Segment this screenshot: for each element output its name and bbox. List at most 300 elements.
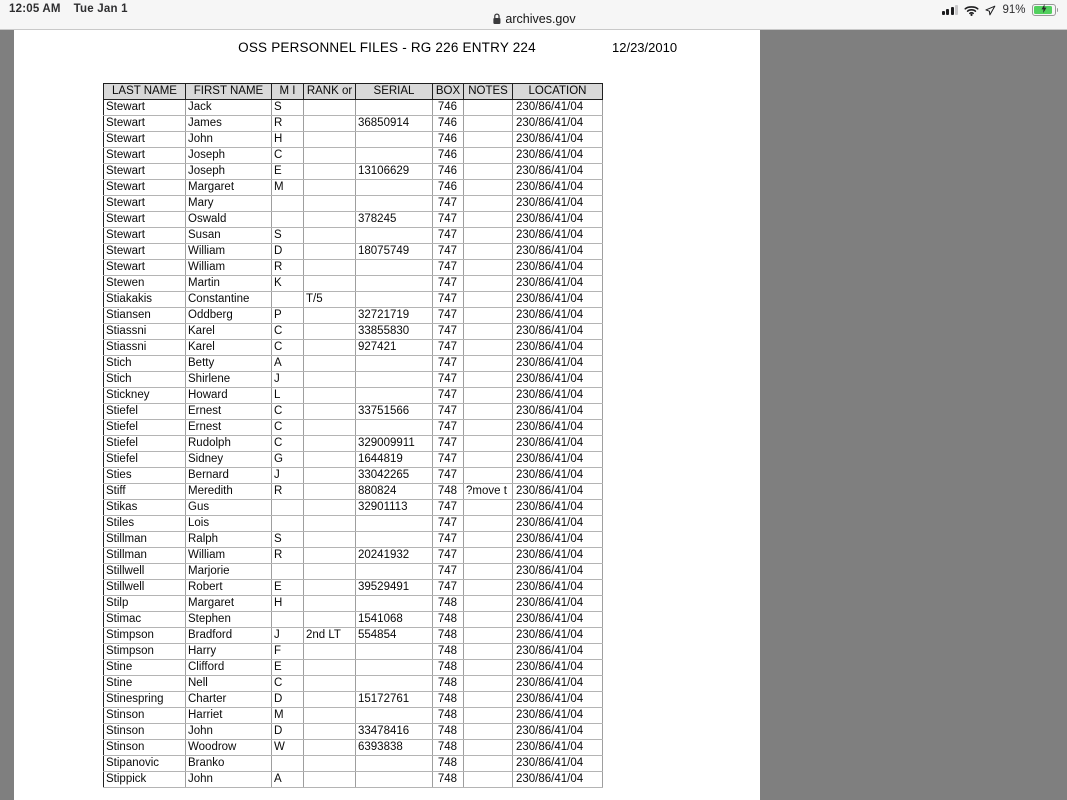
cell-rank bbox=[304, 596, 356, 612]
cell-notes bbox=[464, 100, 513, 116]
cell-location: 230/86/41/04 bbox=[513, 212, 603, 228]
cell-location: 230/86/41/04 bbox=[513, 100, 603, 116]
url-bar[interactable] bbox=[491, 12, 575, 26]
cell-last-name: Stewart bbox=[104, 212, 186, 228]
table-row bbox=[104, 340, 603, 356]
table-row bbox=[104, 452, 603, 468]
cell-rank: 2nd LT bbox=[304, 628, 356, 644]
cell-location: 230/86/41/04 bbox=[513, 676, 603, 692]
table-row bbox=[104, 324, 603, 340]
column-header-last-name: LAST NAME bbox=[104, 84, 186, 100]
clock-date: Tue Jan 1 bbox=[73, 3, 128, 15]
cell-rank bbox=[304, 724, 356, 740]
table-row bbox=[104, 692, 603, 708]
table-row bbox=[104, 292, 603, 308]
cell-mi: M bbox=[272, 708, 304, 724]
cell-box: 747 bbox=[433, 260, 464, 276]
table-row bbox=[104, 228, 603, 244]
cell-mi bbox=[272, 212, 304, 228]
cell-first-name: Karel bbox=[186, 340, 272, 356]
cell-location: 230/86/41/04 bbox=[513, 308, 603, 324]
cell-rank bbox=[304, 404, 356, 420]
cell-notes bbox=[464, 660, 513, 676]
cell-mi: C bbox=[272, 436, 304, 452]
cell-location: 230/86/41/04 bbox=[513, 372, 603, 388]
cell-last-name: Stimpson bbox=[104, 644, 186, 660]
cell-mi: L bbox=[272, 388, 304, 404]
cell-serial bbox=[356, 260, 433, 276]
cell-notes bbox=[464, 260, 513, 276]
table-row bbox=[104, 116, 603, 132]
cell-rank bbox=[304, 740, 356, 756]
cell-rank bbox=[304, 276, 356, 292]
cell-box: 746 bbox=[433, 132, 464, 148]
cell-last-name: Stewart bbox=[104, 260, 186, 276]
cell-last-name: Stewart bbox=[104, 196, 186, 212]
cell-location: 230/86/41/04 bbox=[513, 724, 603, 740]
document-header bbox=[14, 30, 760, 73]
cell-notes bbox=[464, 644, 513, 660]
cell-last-name: Stiff bbox=[104, 484, 186, 500]
cell-location: 230/86/41/04 bbox=[513, 596, 603, 612]
table-row bbox=[104, 132, 603, 148]
cell-first-name: Howard bbox=[186, 388, 272, 404]
table-row bbox=[104, 500, 603, 516]
cell-location: 230/86/41/04 bbox=[513, 436, 603, 452]
cell-last-name: Stiefel bbox=[104, 436, 186, 452]
cell-box: 747 bbox=[433, 308, 464, 324]
cell-rank bbox=[304, 180, 356, 196]
cell-first-name: Woodrow bbox=[186, 740, 272, 756]
table-header-row bbox=[104, 84, 603, 100]
cell-box: 746 bbox=[433, 148, 464, 164]
cell-first-name: Meredith bbox=[186, 484, 272, 500]
cell-mi: D bbox=[272, 692, 304, 708]
cell-mi: S bbox=[272, 100, 304, 116]
cell-first-name: Sidney bbox=[186, 452, 272, 468]
cell-serial bbox=[356, 708, 433, 724]
cell-notes bbox=[464, 596, 513, 612]
cell-box: 748 bbox=[433, 484, 464, 500]
cell-mi: M bbox=[272, 180, 304, 196]
cell-box: 747 bbox=[433, 356, 464, 372]
cell-first-name: Charter bbox=[186, 692, 272, 708]
table-row bbox=[104, 756, 603, 772]
cell-first-name: Oswald bbox=[186, 212, 272, 228]
cell-mi bbox=[272, 516, 304, 532]
cell-rank bbox=[304, 436, 356, 452]
cell-box: 747 bbox=[433, 500, 464, 516]
cell-box: 747 bbox=[433, 452, 464, 468]
cell-last-name: Stich bbox=[104, 356, 186, 372]
cell-last-name: Stillman bbox=[104, 548, 186, 564]
cell-box: 747 bbox=[433, 404, 464, 420]
cell-notes bbox=[464, 516, 513, 532]
cell-rank bbox=[304, 548, 356, 564]
cell-serial bbox=[356, 564, 433, 580]
cell-location: 230/86/41/04 bbox=[513, 628, 603, 644]
cell-last-name: Stiefel bbox=[104, 404, 186, 420]
cell-serial bbox=[356, 420, 433, 436]
cell-location: 230/86/41/04 bbox=[513, 132, 603, 148]
cell-notes bbox=[464, 740, 513, 756]
table-row bbox=[104, 596, 603, 612]
cell-serial: 329009911 bbox=[356, 436, 433, 452]
cell-box: 748 bbox=[433, 660, 464, 676]
cell-rank bbox=[304, 692, 356, 708]
cell-notes bbox=[464, 676, 513, 692]
cell-notes bbox=[464, 580, 513, 596]
cell-rank: T/5 bbox=[304, 292, 356, 308]
cell-last-name: Stinson bbox=[104, 708, 186, 724]
cell-notes bbox=[464, 148, 513, 164]
cell-serial: 18075749 bbox=[356, 244, 433, 260]
cell-serial bbox=[356, 100, 433, 116]
cell-first-name: James bbox=[186, 116, 272, 132]
cell-last-name: Stimpson bbox=[104, 628, 186, 644]
cell-location: 230/86/41/04 bbox=[513, 548, 603, 564]
cell-location: 230/86/41/04 bbox=[513, 516, 603, 532]
cell-rank bbox=[304, 196, 356, 212]
cell-box: 747 bbox=[433, 516, 464, 532]
cell-notes bbox=[464, 212, 513, 228]
cell-first-name: Ernest bbox=[186, 404, 272, 420]
cell-box: 747 bbox=[433, 468, 464, 484]
cell-last-name: Stipanovic bbox=[104, 756, 186, 772]
cell-last-name: Stillwell bbox=[104, 580, 186, 596]
cell-serial: 554854 bbox=[356, 628, 433, 644]
cell-rank bbox=[304, 308, 356, 324]
cell-rank bbox=[304, 340, 356, 356]
cell-location: 230/86/41/04 bbox=[513, 260, 603, 276]
table-row bbox=[104, 100, 603, 116]
cell-rank bbox=[304, 100, 356, 116]
cell-notes bbox=[464, 404, 513, 420]
cell-serial: 378245 bbox=[356, 212, 433, 228]
cell-box: 747 bbox=[433, 564, 464, 580]
cell-rank bbox=[304, 324, 356, 340]
cell-mi: C bbox=[272, 676, 304, 692]
cell-location: 230/86/41/04 bbox=[513, 196, 603, 212]
cell-first-name: William bbox=[186, 548, 272, 564]
status-time-date bbox=[9, 3, 128, 15]
cell-last-name: Stine bbox=[104, 660, 186, 676]
cell-serial: 13106629 bbox=[356, 164, 433, 180]
cell-last-name: Stikas bbox=[104, 500, 186, 516]
cell-mi: E bbox=[272, 164, 304, 180]
cell-serial: 15172761 bbox=[356, 692, 433, 708]
table-row bbox=[104, 484, 603, 500]
cell-serial: 6393838 bbox=[356, 740, 433, 756]
cell-box: 747 bbox=[433, 532, 464, 548]
cell-notes bbox=[464, 500, 513, 516]
cell-last-name: Stewart bbox=[104, 100, 186, 116]
cellular-signal-icon bbox=[942, 5, 959, 15]
personnel-table-container bbox=[103, 83, 603, 788]
cell-rank bbox=[304, 644, 356, 660]
cell-first-name: Bernard bbox=[186, 468, 272, 484]
cell-location: 230/86/41/04 bbox=[513, 532, 603, 548]
cell-rank bbox=[304, 484, 356, 500]
status-bar bbox=[0, 0, 1067, 30]
table-row bbox=[104, 564, 603, 580]
cell-location: 230/86/41/04 bbox=[513, 228, 603, 244]
cell-rank bbox=[304, 500, 356, 516]
cell-location: 230/86/41/04 bbox=[513, 388, 603, 404]
cell-box: 748 bbox=[433, 740, 464, 756]
cell-box: 746 bbox=[433, 100, 464, 116]
cell-box: 748 bbox=[433, 708, 464, 724]
cell-mi: F bbox=[272, 644, 304, 660]
cell-notes: ?move t bbox=[464, 484, 513, 500]
battery-charging-icon bbox=[1032, 4, 1059, 16]
cell-box: 747 bbox=[433, 276, 464, 292]
cell-rank bbox=[304, 516, 356, 532]
cell-box: 748 bbox=[433, 724, 464, 740]
cell-rank bbox=[304, 564, 356, 580]
cell-first-name: Lois bbox=[186, 516, 272, 532]
cell-last-name: Stewart bbox=[104, 164, 186, 180]
cell-box: 747 bbox=[433, 324, 464, 340]
cell-mi: K bbox=[272, 276, 304, 292]
cell-last-name: Stickney bbox=[104, 388, 186, 404]
cell-mi: J bbox=[272, 372, 304, 388]
cell-mi: H bbox=[272, 596, 304, 612]
cell-serial: 927421 bbox=[356, 340, 433, 356]
cell-location: 230/86/41/04 bbox=[513, 164, 603, 180]
cell-location: 230/86/41/04 bbox=[513, 708, 603, 724]
cell-first-name: Karel bbox=[186, 324, 272, 340]
cell-notes bbox=[464, 276, 513, 292]
cell-box: 747 bbox=[433, 436, 464, 452]
cell-notes bbox=[464, 308, 513, 324]
table-row bbox=[104, 516, 603, 532]
cell-rank bbox=[304, 580, 356, 596]
cell-rank bbox=[304, 132, 356, 148]
cell-location: 230/86/41/04 bbox=[513, 564, 603, 580]
cell-first-name: John bbox=[186, 772, 272, 788]
cell-rank bbox=[304, 228, 356, 244]
cell-mi: E bbox=[272, 660, 304, 676]
cell-first-name: Branko bbox=[186, 756, 272, 772]
cell-first-name: Constantine bbox=[186, 292, 272, 308]
cell-notes bbox=[464, 532, 513, 548]
cell-location: 230/86/41/04 bbox=[513, 468, 603, 484]
browser-viewport bbox=[0, 30, 1067, 800]
cell-serial bbox=[356, 276, 433, 292]
cell-first-name: Robert bbox=[186, 580, 272, 596]
cell-first-name: Harry bbox=[186, 644, 272, 660]
cell-last-name: Stiassni bbox=[104, 340, 186, 356]
cell-notes bbox=[464, 724, 513, 740]
table-row bbox=[104, 164, 603, 180]
cell-mi: A bbox=[272, 772, 304, 788]
cell-first-name: Stephen bbox=[186, 612, 272, 628]
cell-serial bbox=[356, 644, 433, 660]
table-row bbox=[104, 356, 603, 372]
cell-box: 747 bbox=[433, 372, 464, 388]
cell-location: 230/86/41/04 bbox=[513, 772, 603, 788]
cell-notes bbox=[464, 628, 513, 644]
cell-box: 747 bbox=[433, 340, 464, 356]
cell-box: 747 bbox=[433, 388, 464, 404]
cell-notes bbox=[464, 772, 513, 788]
cell-serial bbox=[356, 292, 433, 308]
cell-serial bbox=[356, 372, 433, 388]
cell-notes bbox=[464, 756, 513, 772]
cell-mi: C bbox=[272, 404, 304, 420]
cell-first-name: Oddberg bbox=[186, 308, 272, 324]
cell-serial bbox=[356, 660, 433, 676]
cell-location: 230/86/41/04 bbox=[513, 324, 603, 340]
table-row bbox=[104, 740, 603, 756]
cell-last-name: Stinson bbox=[104, 724, 186, 740]
table-row bbox=[104, 436, 603, 452]
table-row bbox=[104, 724, 603, 740]
cell-first-name: Joseph bbox=[186, 164, 272, 180]
table-row bbox=[104, 468, 603, 484]
cell-serial: 33042265 bbox=[356, 468, 433, 484]
cell-first-name: William bbox=[186, 244, 272, 260]
cell-location: 230/86/41/04 bbox=[513, 692, 603, 708]
column-header-box: BOX bbox=[433, 84, 464, 100]
cell-notes bbox=[464, 548, 513, 564]
cell-mi: J bbox=[272, 468, 304, 484]
url-domain: archives.gov bbox=[505, 12, 576, 26]
cell-serial: 33478416 bbox=[356, 724, 433, 740]
table-row bbox=[104, 548, 603, 564]
cell-location: 230/86/41/04 bbox=[513, 500, 603, 516]
cell-last-name: Sties bbox=[104, 468, 186, 484]
cell-serial bbox=[356, 516, 433, 532]
cell-mi: D bbox=[272, 724, 304, 740]
table-row bbox=[104, 308, 603, 324]
cell-notes bbox=[464, 116, 513, 132]
cell-notes bbox=[464, 196, 513, 212]
cell-mi bbox=[272, 564, 304, 580]
cell-mi: S bbox=[272, 532, 304, 548]
cell-notes bbox=[464, 612, 513, 628]
cell-notes bbox=[464, 164, 513, 180]
cell-location: 230/86/41/04 bbox=[513, 148, 603, 164]
cell-notes bbox=[464, 228, 513, 244]
cell-rank bbox=[304, 260, 356, 276]
cell-location: 230/86/41/04 bbox=[513, 180, 603, 196]
cell-mi bbox=[272, 500, 304, 516]
cell-last-name: Stine bbox=[104, 676, 186, 692]
table-row bbox=[104, 420, 603, 436]
cell-box: 748 bbox=[433, 644, 464, 660]
cell-location: 230/86/41/04 bbox=[513, 292, 603, 308]
cell-last-name: Stiansen bbox=[104, 308, 186, 324]
cell-rank bbox=[304, 612, 356, 628]
cell-serial: 1541068 bbox=[356, 612, 433, 628]
cell-first-name: Jack bbox=[186, 100, 272, 116]
cell-rank bbox=[304, 756, 356, 772]
cell-mi: S bbox=[272, 228, 304, 244]
cell-first-name: Bradford bbox=[186, 628, 272, 644]
cell-mi: C bbox=[272, 340, 304, 356]
cell-notes bbox=[464, 468, 513, 484]
cell-serial bbox=[356, 388, 433, 404]
cell-location: 230/86/41/04 bbox=[513, 404, 603, 420]
column-header-mi: M I bbox=[272, 84, 304, 100]
cell-serial bbox=[356, 196, 433, 212]
cell-first-name: Mary bbox=[186, 196, 272, 212]
cell-mi bbox=[272, 612, 304, 628]
cell-mi: E bbox=[272, 580, 304, 596]
cell-mi: R bbox=[272, 484, 304, 500]
cell-first-name: Margaret bbox=[186, 596, 272, 612]
cell-first-name: Susan bbox=[186, 228, 272, 244]
cell-notes bbox=[464, 564, 513, 580]
cell-serial: 33855830 bbox=[356, 324, 433, 340]
cell-serial bbox=[356, 596, 433, 612]
cell-last-name: Stillwell bbox=[104, 564, 186, 580]
table-row bbox=[104, 180, 603, 196]
cell-notes bbox=[464, 388, 513, 404]
cell-last-name: Stiefel bbox=[104, 452, 186, 468]
cell-rank bbox=[304, 164, 356, 180]
clock-time: 12:05 AM bbox=[9, 3, 61, 15]
cell-serial: 1644819 bbox=[356, 452, 433, 468]
cell-last-name: Stewart bbox=[104, 228, 186, 244]
cell-last-name: Stewart bbox=[104, 148, 186, 164]
cell-rank bbox=[304, 532, 356, 548]
cell-notes bbox=[464, 452, 513, 468]
cell-location: 230/86/41/04 bbox=[513, 340, 603, 356]
table-row bbox=[104, 196, 603, 212]
cell-box: 746 bbox=[433, 164, 464, 180]
cell-first-name: Ernest bbox=[186, 420, 272, 436]
status-icons bbox=[942, 3, 1058, 17]
cell-rank bbox=[304, 116, 356, 132]
page-title: OSS PERSONNEL FILES - RG 226 ENTRY 224 bbox=[238, 40, 536, 55]
cell-mi: C bbox=[272, 420, 304, 436]
cell-mi: C bbox=[272, 148, 304, 164]
cell-location: 230/86/41/04 bbox=[513, 660, 603, 676]
cell-notes bbox=[464, 180, 513, 196]
table-row bbox=[104, 244, 603, 260]
cell-box: 747 bbox=[433, 580, 464, 596]
cell-first-name: Marjorie bbox=[186, 564, 272, 580]
cell-box: 746 bbox=[433, 116, 464, 132]
cell-location: 230/86/41/04 bbox=[513, 420, 603, 436]
cell-mi: R bbox=[272, 548, 304, 564]
cell-last-name: Stimac bbox=[104, 612, 186, 628]
cell-mi bbox=[272, 196, 304, 212]
cell-box: 748 bbox=[433, 676, 464, 692]
cell-box: 746 bbox=[433, 180, 464, 196]
cell-first-name: John bbox=[186, 132, 272, 148]
cell-location: 230/86/41/04 bbox=[513, 756, 603, 772]
cell-box: 747 bbox=[433, 212, 464, 228]
cell-location: 230/86/41/04 bbox=[513, 484, 603, 500]
column-header-notes: NOTES bbox=[464, 84, 513, 100]
cell-first-name: Clifford bbox=[186, 660, 272, 676]
cell-first-name: Shirlene bbox=[186, 372, 272, 388]
cell-last-name: Stewen bbox=[104, 276, 186, 292]
cell-last-name: Stippick bbox=[104, 772, 186, 788]
table-row bbox=[104, 580, 603, 596]
cell-box: 748 bbox=[433, 772, 464, 788]
cell-serial: 39529491 bbox=[356, 580, 433, 596]
cell-first-name: John bbox=[186, 724, 272, 740]
cell-box: 747 bbox=[433, 196, 464, 212]
cell-rank bbox=[304, 452, 356, 468]
table-row bbox=[104, 628, 603, 644]
cell-serial: 32721719 bbox=[356, 308, 433, 324]
